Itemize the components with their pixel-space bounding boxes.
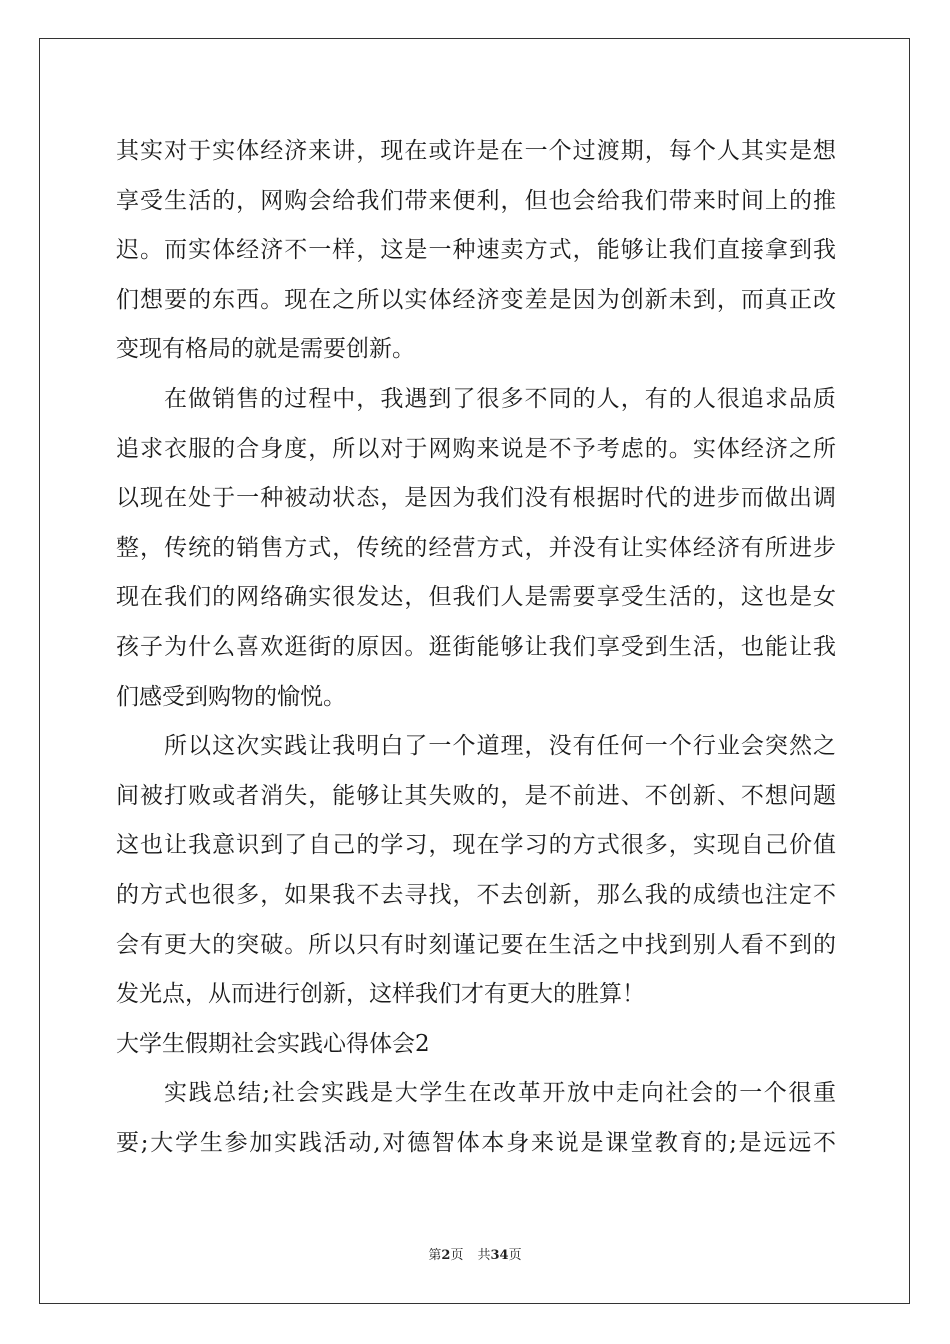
page-suffix: 页: [450, 1248, 464, 1263]
text-line: 间被打败或者消失，能够让其失败的，是不前进、不创新、不想问题: [116, 782, 836, 809]
text-line: 孩子为什么喜欢逛街的原因。逛街能够让我们享受到生活，也能让我: [116, 633, 836, 660]
page-number: 2: [441, 1248, 451, 1263]
text-line: 现在我们的网络确实很发达，但我们人是需要享受生活的，这也是女: [116, 584, 836, 611]
text-line: 会有更大的突破。所以只有时刻谨记要在生活之中找到别人看不到的: [116, 931, 836, 958]
text-line: 们想要的东西。现在之所以实体经济变差是因为创新未到，而真正改: [116, 286, 836, 313]
text-line: 以现在处于一种被动状态，是因为我们没有根据时代的进步而做出调: [116, 485, 836, 512]
paragraph-4: [116, 1069, 836, 1168]
page-prefix: 第: [428, 1248, 442, 1263]
text-line: 其实对于实体经济来讲，现在或许是在一个过渡期，每个人其实是想: [116, 138, 836, 164]
text-line: 在做销售的过程中，我遇到了很多不同的人，有的人很追求品质: [164, 385, 836, 412]
text-line: 实践总结;社会实践是大学生在改革开放中走向社会的一个很重: [164, 1080, 836, 1107]
paragraph-1: [116, 127, 836, 375]
text-line: 享受生活的，网购会给我们带来便利，但也会给我们带来时间上的推: [116, 187, 836, 214]
total-prefix: 共: [477, 1248, 491, 1263]
text-line: 的方式也很多，如果我不去寻找，不去创新，那么我的成绩也注定不: [116, 881, 836, 908]
text-line: 要;大学生参加实践活动,对德智体本身来说是课堂教育的;是远远不: [116, 1129, 836, 1156]
total-pages: 34: [490, 1248, 509, 1263]
text-line: 所以这次实践让我明白了一个道理，没有任何一个行业会突然之: [164, 733, 836, 760]
section-heading: 大学生假期社会实践心得体会2: [116, 1030, 430, 1057]
paragraph-2: [116, 375, 836, 722]
text-line: 发光点，从而进行创新，这样我们才有更大的胜算！: [116, 981, 645, 1008]
text-line: 这也让我意识到了自己的学习，现在学习的方式很多，实现自己价值: [116, 832, 836, 859]
text-line: 们感受到购物的愉悦。: [116, 683, 346, 710]
text-line: 整，传统的销售方式，传统的经营方式，并没有让实体经济有所进步: [116, 534, 836, 561]
text-line: 迟。而实体经济不一样，这是一种速卖方式，能够让我们直接拿到我: [116, 237, 836, 264]
total-suffix: 页: [508, 1248, 522, 1263]
text-line: 追求衣服的合身度，所以对于网购来说是不予考虑的。实体经济之所: [116, 435, 836, 462]
text-line: 变现有格局的就是需要创新。: [116, 336, 415, 363]
paragraph-3: [116, 722, 836, 1020]
page-footer: [0, 1244, 950, 1263]
document-body: [116, 127, 836, 1168]
